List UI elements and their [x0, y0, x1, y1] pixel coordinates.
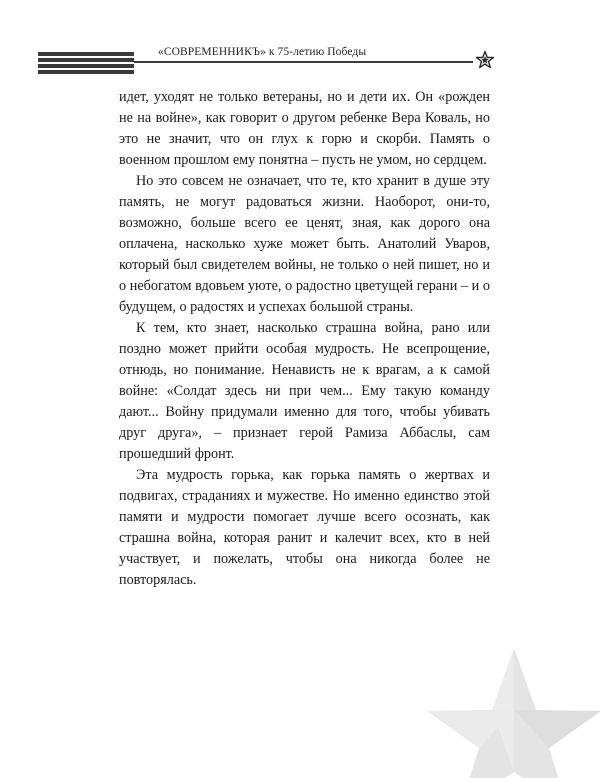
paragraph: К тем, кто знает, насколько страшна война, рано или поздно может прийти особая мудрость. Не всепрощение, отнюдь, но понимание. Ненависть не к врагам, а к самой войне: «Солдат здесь ни при чем... Ему такую команду дают... Войну придумали именно для того, чтобы убивать друг друга», – признает герой Рамиза Аббаслы, сам прошедший фронт.	[119, 320, 490, 462]
running-header: «СОВРЕМЕННИКЪ» к 75-летию Победы	[158, 46, 367, 58]
star-watermark-icon	[426, 648, 600, 778]
paragraph: Эта мудрость горька, как горька память о жертвах и подвигах, страданиях и мужестве. Но именно единство этой памяти и мудрости помогает лучше всего осознать, как страшна война, которая ранит и калечит всех, кто в ней участвует, и пожелать, чтобы она никогда более не повторялась.	[119, 467, 490, 588]
header-rule	[134, 61, 473, 63]
paragraph: Но это совсем не означает, что те, кто хранит в душе эту память, не могут радоваться жизни. Наоборот, они-то, возможно, больше всего ее ценят, зная, как дорого она оплачена, насколько хуже может быть. Анатолий Уваров, который был свидетелем войны, не только о ней пишет, но и о небогатом вдовьем уюте, о радостно цветущей герани – и о будущем, о радостях и успехах большой страны.	[119, 173, 490, 315]
star-outline-icon	[475, 50, 495, 70]
body-text	[119, 87, 490, 591]
paragraph: идет, уходят не только ветераны, но и дети их. Он «рожден не на войне», как говорит о другом ребенке Вера Коваль, но это не значит, что он глух к горю и скорби. Память о военном прошлом ему понятна – пусть не умом, но сердцем.	[119, 89, 490, 168]
ribbon-stripes	[38, 52, 134, 74]
